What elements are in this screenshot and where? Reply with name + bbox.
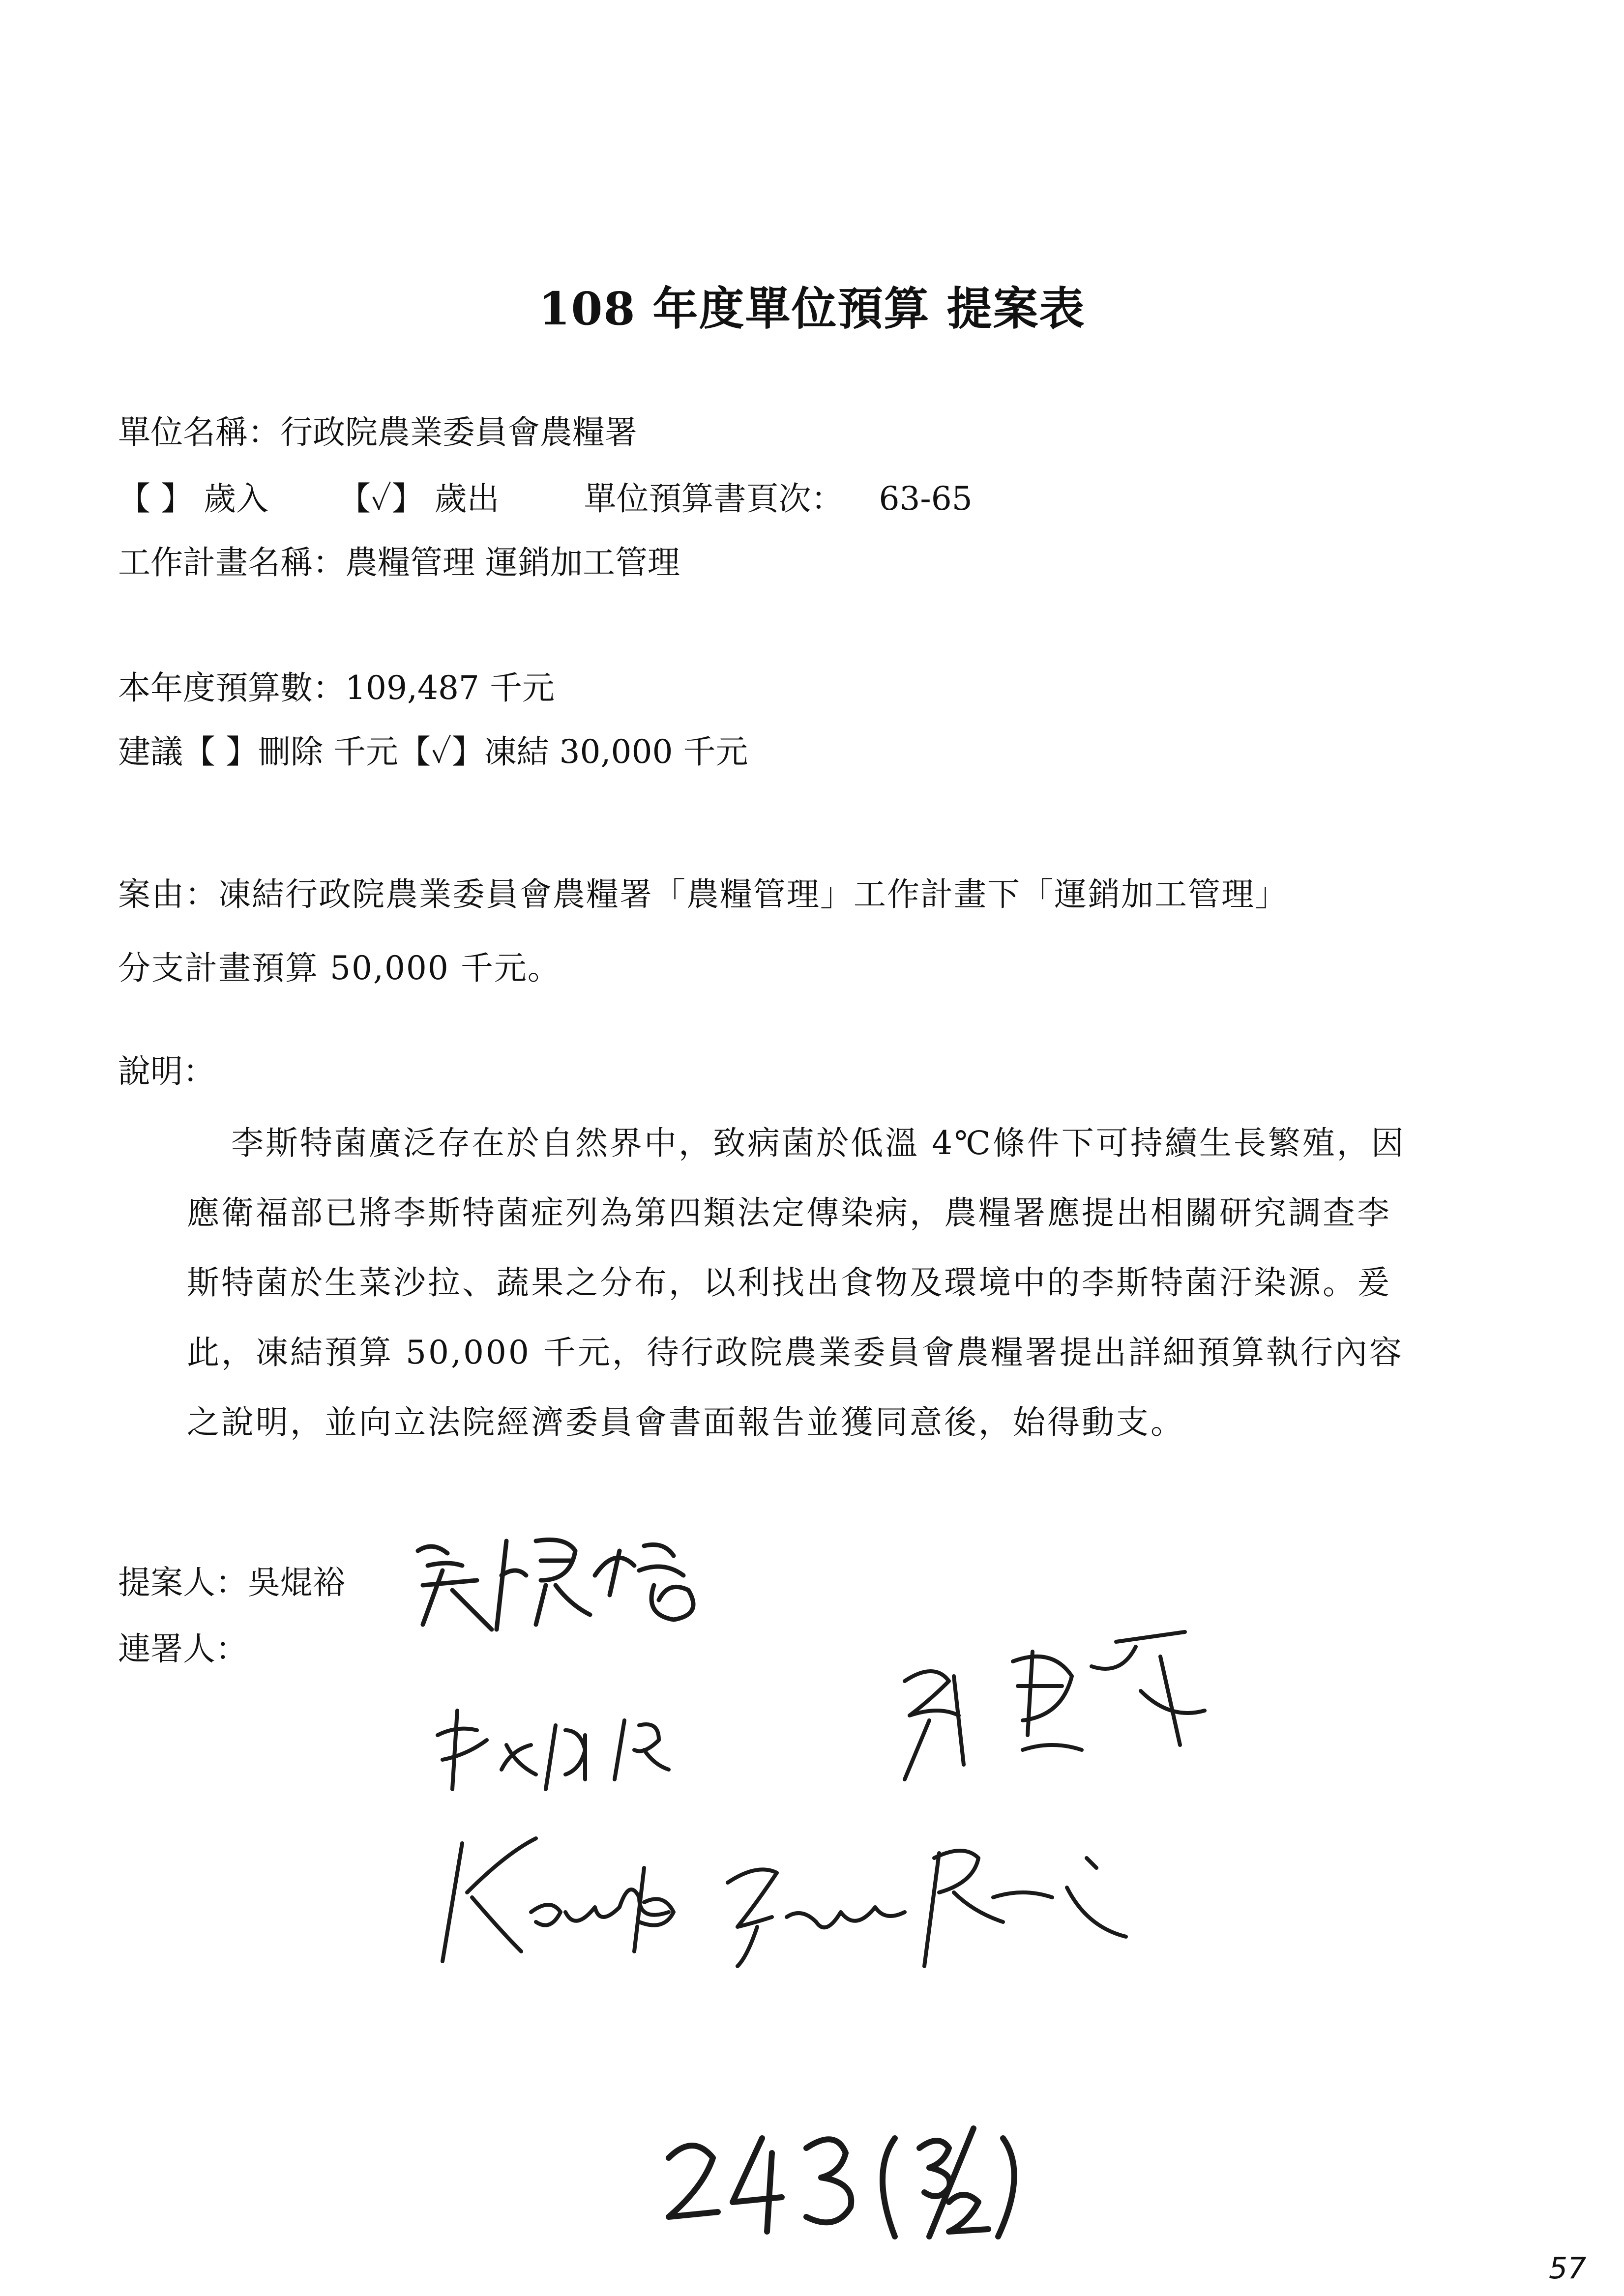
explanation-label: 說明：: [118, 1052, 215, 1090]
cosigner-label: 連署人：: [118, 1630, 248, 1668]
budget-amount: 本年度預算數：109,487 千元: [118, 669, 555, 707]
explanation-text: 李斯特菌廣泛存在於自然界中，致病菌於低溫 4℃條件下可持續生長繁殖，因應衛福部已將李斯特菌症列為第四類法定傳染病，農糧署應提出相關研究調查李斯特菌於生菜沙拉、蔬果之分布，以利找出食物及環境中的李斯特菌汙染源。爰此，凍結預算 50,000 千元，待行政院農業委員會農糧署提出詳細預算執行內容之說明，並向立法院經濟委員會書面報告並獲同意後，始得動支。: [187, 1124, 1406, 1441]
suggestion: 建議【 】刪除 千元【✓】凍結 30,000 千元: [118, 733, 748, 771]
reason-block: [118, 858, 1416, 1005]
expenditure-checkbox: 【✓】: [338, 480, 424, 518]
budget-type-row: [118, 479, 973, 518]
plan-name: 工作計畫名稱：農糧管理 運銷加工管理: [118, 544, 680, 581]
handwritten-number: [659, 2119, 1042, 2246]
page-title: 108 年度單位預算 提案表: [538, 282, 1086, 335]
revenue-checkbox: 【 】: [118, 480, 193, 518]
reason-line-1: 案由：凍結行政院農業委員會農糧署「農糧管理」工作計畫下「運銷加工管理」: [118, 875, 1288, 913]
page-ref-value: 63-65: [879, 480, 973, 518]
unit-name: 單位名稱：行政院農業委員會農糧署: [118, 413, 637, 451]
cosigner-signature-2: [885, 1622, 1229, 1819]
page-corner-number: 57: [1549, 2251, 1587, 2286]
reason-line-2: 分支計畫預算 50,000 千元。: [118, 949, 561, 987]
page-ref-label: 單位預算書頁次：: [584, 480, 844, 518]
expenditure-label: 歲出: [434, 480, 500, 518]
cosigner-signature-3: [433, 1814, 1180, 1976]
cosigner-signature-1: [428, 1691, 703, 1809]
proposer-signature: [408, 1521, 752, 1639]
proposer-label: 提案人：吳焜裕: [118, 1564, 345, 1601]
revenue-label: 歲入: [203, 480, 268, 518]
